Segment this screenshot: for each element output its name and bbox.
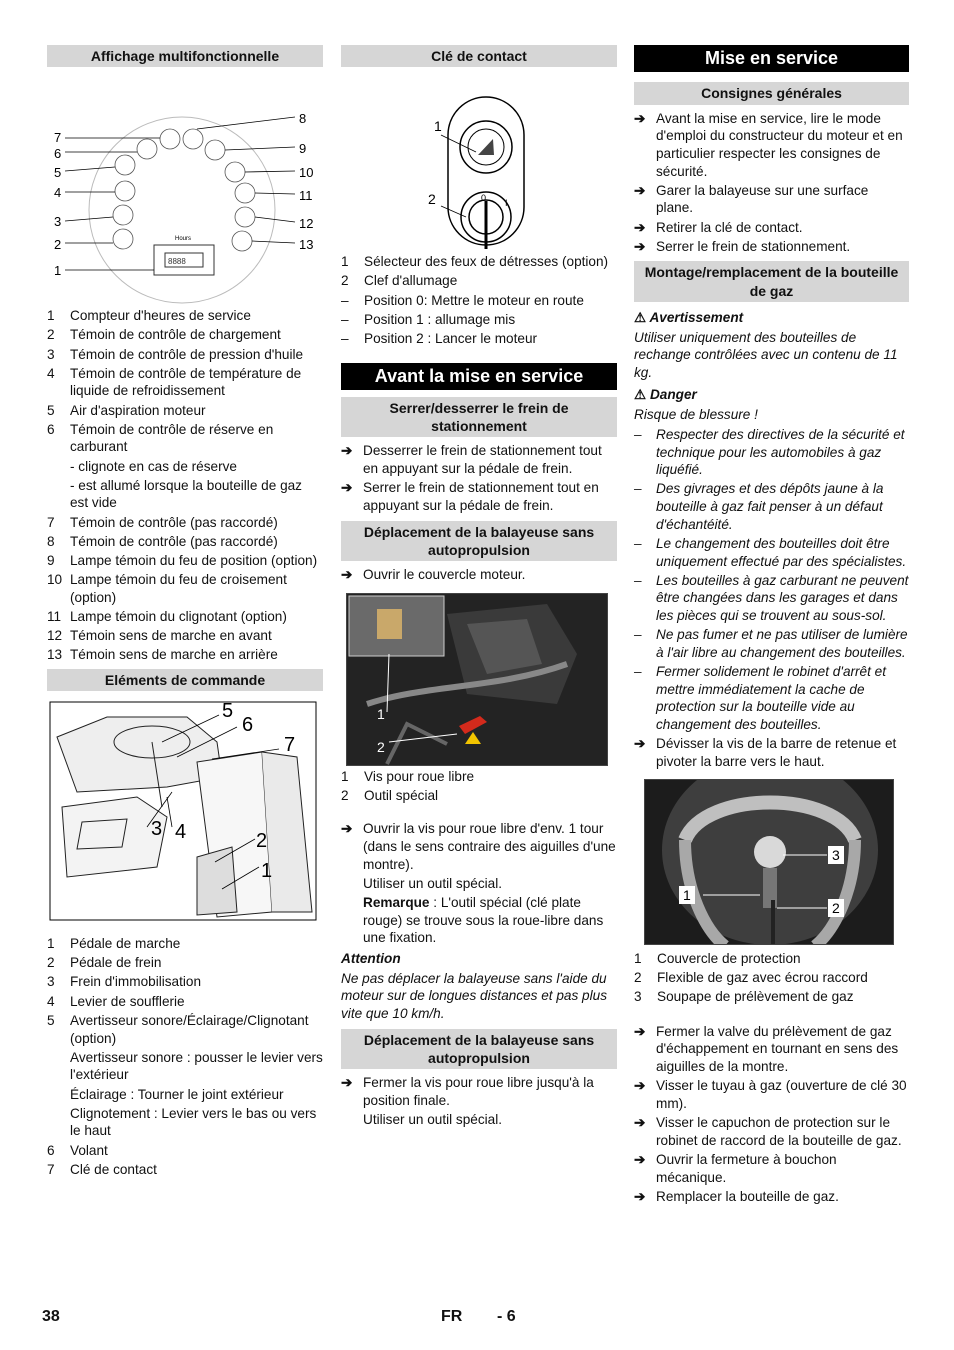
list-item: ➔ Retirer la clé de contact.	[634, 219, 803, 235]
controls-legend	[47, 935, 323, 1047]
list-item: ➔ Fermer la valve du prélèvement de gaz d'échappement en tournant en sens des aiguilles de la montre.	[634, 1023, 899, 1074]
controls-drawing	[47, 697, 323, 929]
list-item: 13 Témoin sens de marche en arrière	[47, 647, 278, 663]
controls-callout-7: 7	[284, 734, 296, 757]
callout-13: 13	[299, 237, 314, 253]
list-item: ➔ Ouvrir le couvercle moteur.	[341, 566, 526, 582]
list-item: 4 Témoin de contrôle de température de liquide de refroidissement	[47, 365, 302, 399]
list-item: – Respecter des directives de la sécurité et technique pour les automobiles à gaz liquéfié.	[634, 426, 905, 478]
key-mark-1: I	[505, 198, 508, 209]
list-item: 2 Témoin de contrôle de chargement	[47, 327, 281, 343]
move-steps-2	[341, 1074, 617, 1109]
freewheel-steps	[341, 820, 617, 873]
controls-callout-1: 1	[261, 860, 273, 883]
attention-text: Ne pas déplacer la balayeuse sans l'aide du moteur sur de longues distances et pas plus vite que 10 km/h.	[341, 970, 607, 1022]
list-item: – Position 1 : allumage mis	[341, 311, 516, 327]
list-item: 6 Volant	[47, 1142, 108, 1158]
list-item: ➔ Ouvrir la vis pour roue libre d'env. 1 tour (dans le sens contraire des aiguilles d'une montre).	[341, 821, 616, 872]
list-item: 1 Vis pour roue libre	[341, 768, 475, 784]
list-item: 2 Outil spécial	[341, 787, 439, 803]
list-item: 5 Air d'aspiration moteur	[47, 402, 206, 418]
dashboard-figure	[47, 67, 323, 307]
list-item: ➔ Remplacer la bouteille de gaz.	[634, 1188, 839, 1204]
controls-callout-5: 5	[222, 700, 234, 723]
section-page: - 6	[497, 1308, 516, 1325]
freewheel-drawing	[347, 594, 608, 766]
ignition-legend	[341, 253, 617, 347]
list-item: – Ne pas fumer et ne pas utiliser de lumière à l'air libre au changement des bouteilles.	[634, 627, 908, 660]
gas-steps-1	[634, 735, 909, 770]
heading-deplacement-1: Déplacement de la balayeuse sans autopropulsion	[341, 521, 617, 561]
list-item: ➔ Fermer la vis pour roue libre jusqu'à la position finale.	[341, 1075, 594, 1108]
list-item: 1 Sélecteur des feux de détresses (option)	[341, 254, 609, 270]
list-item: – Le changement des bouteilles doit être uniquement effectué par des spécialistes.	[634, 535, 907, 569]
step-note: Utiliser un outil spécial.	[363, 1112, 503, 1127]
freewheel-callout-2: 2	[377, 738, 385, 755]
list-item: ➔ Avant la mise en service, lire le mode d'emploi du constructeur du moteur et en particulier respecter les consignes de sécurité.	[634, 110, 903, 179]
freewheel-legend	[341, 768, 617, 805]
callout-1: 1	[54, 263, 62, 279]
gas-callout-1: 1	[683, 886, 691, 903]
attention-title: Attention	[341, 951, 401, 967]
gas-steps-2	[634, 1023, 909, 1206]
list-sub-text: Éclairage : Tourner le joint extérieur	[70, 1086, 284, 1102]
list-sub-text: - clignote en cas de réserve	[70, 458, 237, 474]
list-item: 1 Couvercle de protection	[634, 950, 801, 966]
list-item: 6 Témoin de contrôle de réserve en carburant	[47, 421, 274, 455]
list-sub-text: - est allumé lorsque la bouteille de gaz est vide	[70, 477, 302, 511]
gas-callout-2: 2	[832, 899, 840, 916]
list-item: 11 Lampe témoin du clignotant (option)	[47, 608, 287, 624]
list-item: 3 Témoin de contrôle de pression d'huile	[47, 346, 304, 362]
list-sub-text: Avertisseur sonore : pousser le levier vers l'extérieur	[70, 1049, 323, 1083]
list-item: ➔ Serrer le frein de stationnement.	[634, 238, 851, 254]
ignition-drawing	[341, 67, 617, 249]
heading-consignes: Consignes générales	[634, 82, 909, 104]
controls-callout-2: 2	[256, 830, 268, 853]
controls-figure	[47, 697, 323, 935]
section-mise-en-service: Mise en service	[634, 45, 909, 72]
list-item: ➔ Dévisser la vis de la barre de retenue et pivoter la barre vers le haut.	[634, 736, 897, 769]
list-item: – Position 2 : Lancer le moteur	[341, 330, 538, 346]
gas-bottle-drawing	[645, 780, 894, 945]
key-mark-0: 0	[481, 193, 487, 204]
list-item: 2 Pédale de frein	[47, 955, 162, 971]
general-steps	[634, 110, 909, 256]
list-item: 7 Témoin de contrôle (pas raccordé)	[47, 514, 278, 530]
ignition-figure	[341, 67, 617, 249]
callout-8: 8	[299, 111, 307, 127]
heading-frein-stationnement: Serrer/desserrer le frein de stationnement	[341, 397, 617, 437]
danger-text: Risque de blessure !	[634, 407, 758, 423]
page-number: 38	[42, 1308, 60, 1325]
language-code: FR	[441, 1308, 463, 1325]
dashboard-legend	[47, 307, 323, 456]
list-item: – Position 0: Mettre le moteur en route	[341, 292, 584, 308]
list-item: 3 Soupape de prélèvement de gaz	[634, 988, 854, 1004]
list-sub-text: Clignotement : Levier vers le bas ou vers le haut	[70, 1105, 317, 1139]
column-1	[47, 45, 323, 1180]
list-item: 2 Flexible de gaz avec écrou raccord	[634, 969, 868, 985]
controls-callout-6: 6	[242, 714, 254, 737]
heading-elements-commande: Eléments de commande	[47, 669, 323, 691]
heading-affichage: Affichage multifonctionnelle	[47, 45, 323, 67]
danger-list	[634, 426, 909, 734]
step-note: Utiliser un outil spécial.	[363, 875, 503, 891]
warning-text: Utiliser uniquement des bouteilles de rechange contrôlées avec un contenu de 11 kg.	[634, 329, 898, 380]
list-item: – Des givrages et des dépôts jaune à la bouteille à gaz fait penser à un défaut d'échantéité.	[634, 481, 884, 532]
gas-bottle-photo	[644, 779, 894, 945]
warning-icon: ⚠	[634, 309, 647, 325]
list-item: 3 Frein d'immobilisation	[47, 974, 202, 990]
dashboard-legend-continued	[47, 514, 323, 664]
brake-steps	[341, 442, 617, 514]
list-item: 5 Avertisseur sonore/Éclairage/Clignotant (option)	[47, 1012, 309, 1046]
column-3	[634, 45, 909, 1207]
danger-title: ⚠ Danger	[634, 386, 697, 402]
callout-4: 4	[54, 185, 62, 201]
dash-hours-label: Hours	[175, 236, 192, 243]
ignition-callout-2: 2	[428, 191, 436, 208]
warning-title: ⚠ Avertissement	[634, 309, 744, 325]
list-item: 12 Témoin sens de marche en avant	[47, 628, 272, 644]
column-2	[341, 45, 617, 1130]
callout-10: 10	[299, 165, 314, 181]
list-item: 9 Lampe témoin du feu de position (option)	[47, 552, 318, 568]
list-item: 10 Lampe témoin du feu de croisement (option)	[47, 572, 287, 605]
heading-deplacement-2: Déplacement de la balayeuse sans autopropulsion	[341, 1029, 617, 1069]
list-item: 4 Levier de soufflerie	[47, 993, 185, 1009]
list-item: – Les bouteilles à gaz carburant ne peuvent être changées dans les garages et dans les pièces qui se trouvent au sous-sol.	[634, 572, 909, 624]
controls-legend-continued	[47, 1142, 323, 1179]
controls-callout-3: 3	[151, 818, 163, 841]
list-item: ➔ Ouvrir la fermeture à bouchon mécanique.	[634, 1151, 837, 1185]
list-item: ➔ Desserrer le frein de stationnement tout en appuyant sur la pédale de frein.	[341, 443, 602, 476]
list-item: 1 Compteur d'heures de service	[47, 308, 251, 324]
list-item: 8 Témoin de contrôle (pas raccordé)	[47, 533, 278, 549]
list-item: ➔ Visser le capuchon de protection sur le robinet de raccord de la bouteille de gaz.	[634, 1115, 902, 1148]
callout-2: 2	[54, 237, 62, 253]
list-item: ➔ Visser le tuyau à gaz (ouverture de clé 30 mm).	[634, 1078, 907, 1111]
heading-bouteille-gaz: Montage/remplacement de la bouteille de gaz	[634, 261, 909, 301]
gas-callout-3: 3	[832, 846, 840, 863]
danger-icon: ⚠	[634, 386, 647, 402]
list-item: ➔ Serrer le frein de stationnement tout en appuyant sur la pédale de frein.	[341, 480, 599, 513]
section-avant-mise-en-service: Avant la mise en service	[341, 363, 617, 390]
list-item: 1 Pédale de marche	[47, 936, 181, 952]
freewheel-photo	[346, 593, 608, 766]
controls-callout-4: 4	[175, 821, 187, 844]
list-item: 7 Clé de contact	[47, 1161, 157, 1177]
callout-12: 12	[299, 216, 314, 232]
callout-3: 3	[54, 214, 62, 230]
callout-7: 7	[54, 130, 62, 146]
list-item: ➔ Garer la balayeuse sur une surface plane.	[634, 182, 869, 216]
ignition-callout-1: 1	[434, 118, 442, 135]
freewheel-callout-1: 1	[377, 705, 385, 722]
heading-cle-contact: Clé de contact	[341, 45, 617, 67]
callout-6: 6	[54, 146, 62, 162]
callout-5: 5	[54, 165, 62, 181]
callout-9: 9	[299, 141, 307, 157]
callout-11: 11	[299, 188, 313, 204]
move-steps-1	[341, 566, 617, 584]
svg-text:8888: 8888	[168, 257, 186, 267]
list-item: – Fermer solidement le robinet d'arrêt et mettre immédiatement la cache de protection sur la bouteille vide au changement des bouteilles.	[634, 664, 887, 733]
remark: Remarque : L'outil spécial (clé plate rouge) se trouve sous la roue-libre dans une fixation.	[363, 895, 604, 946]
dashboard-drawing	[47, 67, 323, 307]
list-item: 2 Clef d'allumage	[341, 273, 458, 289]
gas-legend	[634, 950, 909, 1006]
